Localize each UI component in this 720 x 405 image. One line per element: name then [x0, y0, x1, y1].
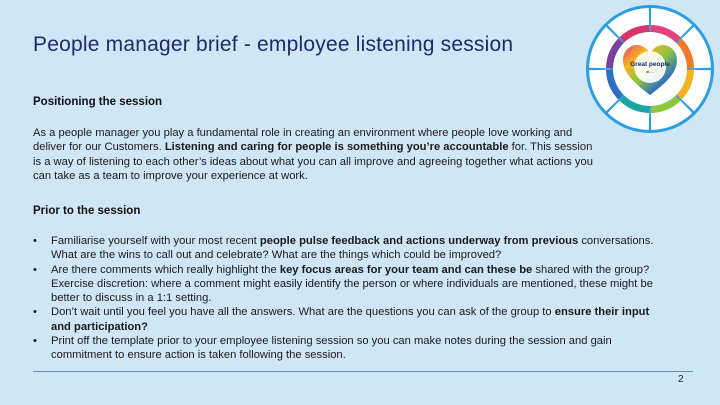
positioning-heading: Positioning the session: [33, 96, 163, 108]
list-item: [33, 234, 665, 263]
bullet-bold: ensure their input and participation?: [51, 306, 650, 333]
page-title: People manager brief - employee listening session: [33, 33, 514, 56]
bullet-bold: people pulse feedback and actions underway from previous: [259, 235, 579, 247]
bullet-text: conversations. What are the wins to call out and celebrate? What are the things which could be improved?: [51, 235, 654, 262]
intro-text-2: for. This session is a way of listening to each other’s ideas about what you can all improve and agreeing together what actions you can take as a team to improve your experience at work.: [33, 141, 593, 182]
bullet-marker: •: [33, 335, 37, 348]
intro-bold: Listening and caring for people is something you’re accountable: [164, 141, 509, 154]
intro-text-1: As a people manager you play a fundamental role in creating an environment where people love working and deliver for our Customers.: [33, 127, 573, 154]
list-item: [33, 334, 665, 363]
bullet-text: Print off the template prior to your employee listening session so you can make notes during the session and gain commitment to ensure action is taken following the session.: [51, 335, 612, 362]
list-item: [33, 305, 665, 334]
prior-heading: Prior to the session: [33, 205, 141, 217]
logo-center-subtext: at ...: [646, 69, 654, 74]
intro-paragraph: [33, 126, 598, 183]
logo-center-text: Great people: [630, 61, 670, 68]
bullet-text: Are there comments which really highlight the: [51, 263, 280, 276]
page-number: 2: [678, 374, 684, 385]
bullet-text: Don’t wait until you feel you have all the answers. What are the questions you can ask of the group to: [51, 306, 555, 319]
great-people-logo: [581, 3, 719, 135]
list-item: [33, 263, 665, 306]
bullet-bold: key focus areas for your team and can these be: [279, 263, 533, 276]
footer-divider: [33, 371, 693, 372]
bullet-marker: •: [33, 263, 37, 276]
bullet-text: Familiarise yourself with your most recent: [51, 235, 260, 247]
bullet-text: shared with the group? Exercise discretion: where a comment might easily identify the person or where individuals are mentioned, these might be better to discuss in a 1:1 setting.: [51, 263, 653, 305]
prior-bullet-list: [33, 234, 665, 363]
bullet-marker: •: [33, 235, 37, 247]
bullet-marker: •: [33, 306, 37, 319]
